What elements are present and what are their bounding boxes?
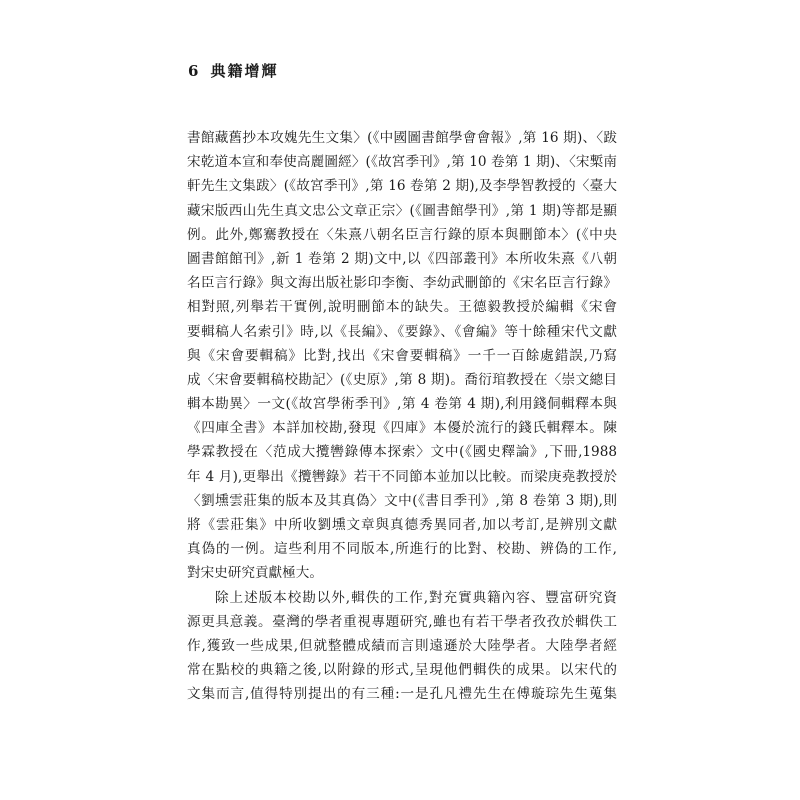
text-line: 輯本勘異〉一文(《故宮學術季刊》,第 4 卷第 4 期),利用錢侗輯釋本與 xyxy=(187,396,617,413)
text-line: 軒先生文集跋〉(《故宮季刊》,第 16 卷第 2 期),及李學智教授的〈臺大 xyxy=(187,178,617,195)
text-line: 名臣言行錄》與文海出版社影印李衡、李幼武刪節的《宋名臣言行錄》 xyxy=(187,275,617,292)
text-line: 文集而言,值得特別提出的有三種:一是孔凡禮先生在傅璇琮先生蒐集 xyxy=(187,686,617,703)
text-line: 與《宋會要輯稿》比對,找出《宋會要輯稿》一千一百餘處錯誤,乃寫 xyxy=(187,347,617,364)
text-line: 相對照,列舉若干實例,說明刪節本的缺失。王德毅教授於編輯《宋會 xyxy=(187,299,617,316)
text-line: 對宋史研究貢獻極大。 xyxy=(187,565,323,582)
text-line: 年 4 月),更舉出《攬轡錄》若干不同節本並加以比較。而梁庚堯教授於 xyxy=(187,468,617,485)
running-header xyxy=(188,60,278,81)
text-line: 例。此外,鄭騫教授在〈朱熹八朝名臣言行錄的原本與刪節本〉(《中央 xyxy=(187,226,617,243)
text-line: 藏宋版西山先生真文忠公文章正宗〉(《圖書館學刊》,第 1 期)等都是顯 xyxy=(187,202,617,219)
paragraph xyxy=(187,126,617,586)
text-line: 〈劉壎雲莊集的版本及其真偽〉文中(《書目季刊》,第 8 卷第 3 期),則 xyxy=(187,492,617,509)
book-title: 典籍增輝 xyxy=(210,62,279,80)
text-line: 要輯稿人名索引》時,以《長編》、《要錄》、《會編》等十餘種宋代文獻 xyxy=(187,323,617,340)
text-line: 真偽的一例。這些利用不同版本,所進行的比對、校勘、辨偽的工作, xyxy=(187,541,617,558)
text-line: 常在點校的典籍之後,以附錄的形式,呈現他們輯佚的成果。以宋代的 xyxy=(187,662,617,679)
text-line: 成〈宋會要輯稿校勘記〉(《史原》,第 8 期)。喬衍琯教授在〈崇文總目 xyxy=(187,371,617,388)
text-line: 將《雲莊集》中所收劉壎文章與真德秀異同者,加以考訂,是辨別文獻 xyxy=(187,517,617,533)
text-line: 作,獲致一些成果,但就整體成績而言則遠遜於大陸學者。大陸學者經 xyxy=(187,637,617,654)
text-line: 除上述版本校勘以外,輯佚的工作,對充實典籍內容、豐富研究資 xyxy=(215,589,617,606)
page-number: 6 xyxy=(188,62,199,80)
text-line: 書館藏舊抄本攻媿先生文集〉(《中國圖書館學會會報》,第 16 期)、〈跋 xyxy=(187,130,617,146)
text-line: 學霖教授在〈范成大攬轡錄傳本探索〉文中(《國史釋論》,下冊,1988 xyxy=(187,444,617,461)
text-line: 《四庫全書》本詳加校勘,發現《四庫》本優於流行的錢氏輯釋本。陳 xyxy=(187,420,617,437)
text-line: 宋乾道本宣和奉使高麗圖經〉(《故宮季刊》,第 10 卷第 1 期)、〈宋槧南 xyxy=(187,154,617,171)
text-line: 圖書館館刊》,新 1 卷第 2 期)文中,以《四部叢刊》本所收朱熹《八朝 xyxy=(187,250,617,267)
body-text xyxy=(187,126,617,707)
paragraph xyxy=(187,586,617,707)
text-line: 源更具意義。臺灣的學者重視專題研究,雖也有若干學者孜孜於輯佚工 xyxy=(187,613,617,630)
